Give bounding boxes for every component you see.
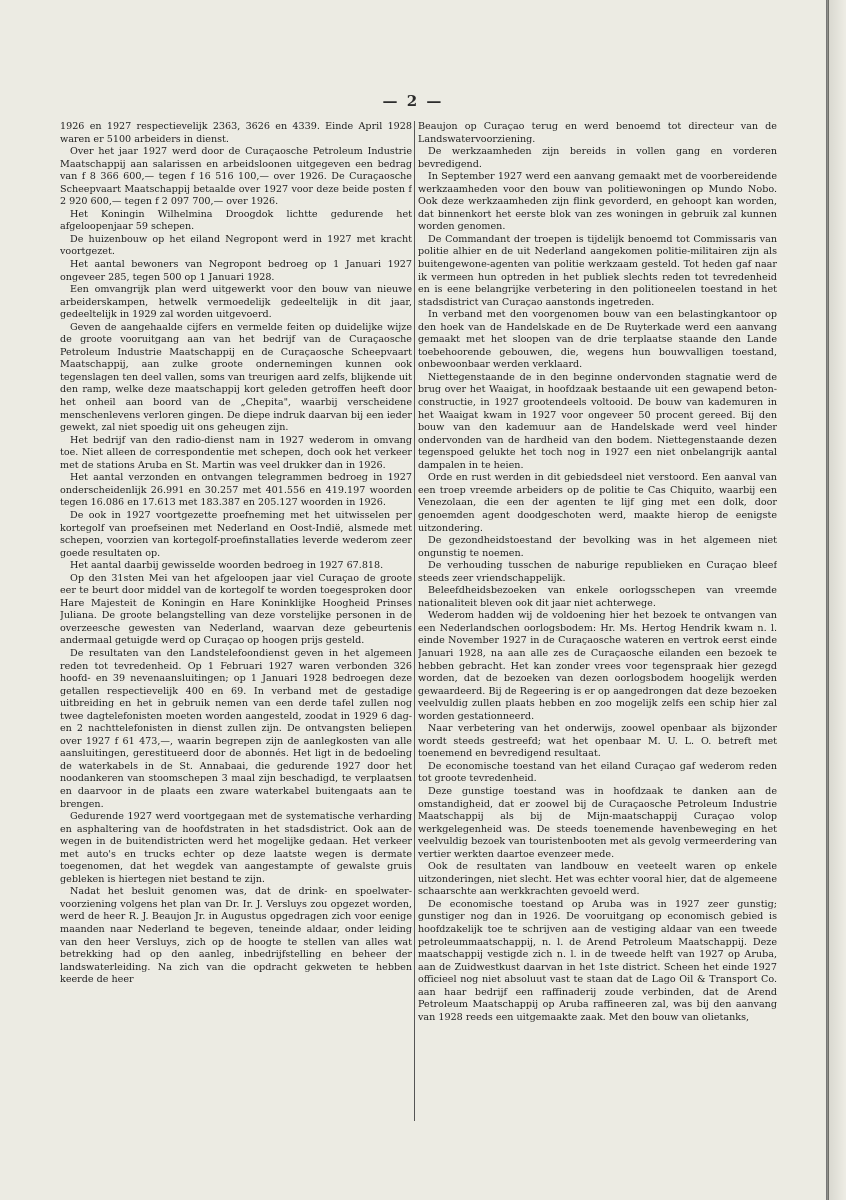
right-column: [418, 121, 777, 1126]
paragraph: De werkzaamheden zijn bereids in vollen gang en vorderen bevredigend.: [418, 146, 777, 170]
paragraph: De Commandant der troepen is tijdelijk benoemd tot Commissaris van politie alhier en de uit Nederland aangekomen politie-militairen zijn als buitengewone-agenten van politie werkzaam gesteld. Tot heden gaf naar ik vermeen hun optreden in het publiek slechts reden tot tevredenheid en is eene belangrijke verbetering in den politioneelen toestand in het stadsdistrict van Curaçao aanstonds ingetreden.: [418, 233, 777, 308]
paragraph: Naar verbetering van het onderwijs, zoowel openbaar als bijzonder wordt steeds gestreefd; wat het openbaar M. U. L. O. betreft met toenemend en bevredigend resultaat.: [418, 723, 777, 760]
paragraph: Ook de resultaten van landbouw en veeteelt waren op enkele uitzonderingen, niet slecht. Het was echter vooral hier, dat de algemeene schaarschte aan werkkrachten gevoeld werd.: [418, 861, 777, 898]
paragraph: Orde en rust werden in dit gebiedsdeel niet verstoord. Een aanval van een troep vreemde arbeiders op de politie te Cas Chiquito, waarbij een Venezolaan, die een der agenten te lijf ging met een dolk, door genoemden agent doodgeschoten werd, maakte hierop de eenigste uitzondering.: [418, 472, 777, 534]
paragraph: Het aantal verzonden en ontvangen telegrammen bedroeg in 1927 onderscheidenlijk 26.991 en 30.257 met 401.556 en 419.197 woorden tegen 16.086 en 17.613 met 183.387 en 205.127 woorden in 1926.: [60, 472, 412, 509]
paragraph: Over het jaar 1927 werd door de Curaçaosche Petroleum Industrie Maatschappij aan salarissen en arbeidsloonen uitgegeven een bedrag van f 8 366 600,— tegen f 16 516 100,— over 1926. De Curaçaosche Scheepvaart Maatschappij betaalde over 1927 voor deze beide posten f 2 920 600,— tegen f 2 097 700,— over 1926.: [60, 146, 412, 208]
page-number: — 2 —: [382, 92, 444, 110]
paragraph: De ook in 1927 voortgezette proefneming met het uitwisselen per kortegolf van proefseinen met Nederland en Oost-Indië, alsmede met schepen, voorzien van kortegolf-proefinstallaties leverde wederom zeer goede resultaten op.: [60, 509, 412, 559]
paragraph: Deze gunstige toestand was in hoofdzaak te danken aan de omstandigheid, dat er zoowel bij de Curaçaosche Petroleum Industrie Maatschappij als bij de Mijn-maatschappij Curaçao volop werkgelegenheid was. De steeds toenemende havenbeweging en het veelvuldig bezoek van touristenbooten met als gevolg vermeerdering van vertier werkten daartoe evenzeer mede.: [418, 785, 777, 860]
paragraph: 1926 en 1927 respectievelijk 2363, 3626 en 4339. Einde April 1928 waren er 5100 arbeiders in dienst.: [60, 121, 412, 145]
paragraph: Het aantal daarbij gewisselde woorden bedroeg in 1927 67.818.: [70, 560, 384, 572]
paragraph: Het bedrijf van den radio-dienst nam in 1927 wederom in omvang toe. Niet alleen de correspondentie met schepen, doch ook het verkeer met de stations Aruba en St. Martin was veel drukker dan in 1926.: [60, 434, 412, 471]
paragraph: De verhouding tusschen de naburige republieken en Curaçao bleef steeds zeer vriendschappelijk.: [418, 560, 777, 584]
paragraph: In September 1927 werd een aanvang gemaakt met de voorbereidende werkzaamheden voor den bouw van politiewoningen op Mundo Nobo. Ook deze werkzaamheden zijn flink gevorderd, en gehoopt kan worden, dat binnenkort het eerste blok van zes woningen in gebruik zal kunnen worden genomen.: [418, 171, 777, 233]
paragraph: De resultaten van den Landstelefoondienst geven in het algemeen reden tot tevredenheid. Op 1 Februari 1927 waren verbonden 326 hoofd- en 39 nevenaansluitingen; op 1 Januari 1928 bedroegen deze getallen respectievelijk 400 en 69. In verband met de gestadige uitbreiding en het in gebruik nemen van een derde tafel zullen nog twee dagtelefonisten moeten worden aangesteld, zoodat in 1929 6 dag- en 2 nachttelefonisten in dienst zullen zijn. De ontvangsten beliepen over 1927 f 61 473,—, waarin begrepen zijn de aanlegkosten van alle aansluitingen, gerestitueerd door de abonnés. Het ligt in de bedoeling de waterkabels in de St. Annabaai, die gedurende 1927 door het noodankeren van stoomschepen 3 maal zijn beschadigd, te verplaatsen en daarvoor in de plaats een zware waterkabel buitengaats aan te brengen.: [60, 647, 412, 810]
adjacent-page-edge: [828, 0, 846, 1200]
paragraph: De huizenbouw op het eiland Negropont werd in 1927 met kracht voortgezet.: [60, 233, 412, 258]
paragraph: Het aantal bewoners van Negropont bedroeg op 1 Januari 1927 ongeveer 285, tegen 500 op 1 Januari 1928.: [60, 259, 412, 283]
paragraph: Een omvangrijk plan werd uitgewerkt voor den bouw van nieuwe arbeiderskampen, hetwelk vermoedelijk gedeeltelijk in dit jaar, gedeeltelijk in 1929 zal worden uitgevoerd.: [60, 284, 412, 321]
paragraph: De gezondheidstoestand der bevolking was in het algemeen niet ongunstig te noemen.: [418, 535, 777, 559]
paragraph: Beleefdheidsbezoeken van enkele oorlogsschepen van vreemde nationaliteit bleven ook dit jaar niet achterwege.: [418, 585, 777, 609]
paragraph: Nadat het besluit genomen was, dat de drink- en spoelwater-voorziening volgens het plan van Dr. Ir. J. Versluys zou opgezet worden, werd de heer R. J. Beaujon Jr. in Augustus opgedragen zich voor eenige maanden naar Nederland te begeven, teneinde aldaar, onder leiding van den heer Versluys, zich op de hoogte te stellen van alles wat betrekking had op den aanleg, inbedrijfstelling en beheer der landswaterleiding. Na zich van die opdracht gekweten te hebben keerde de heer: [60, 886, 412, 986]
paragraph: Beaujon op Curaçao terug en werd benoemd tot directeur van de Landswatervoorziening.: [418, 121, 777, 145]
paragraph: Niettegenstaande de in den beginne ondervonden stagnatie werd de brug over het Waaigat, in hoofdzaak bestaande uit een gewapend beton-constructie, in 1927 grootendeels voltooid. De bouw van kademuren in het Waaigat kwam in 1927 voor ongeveer 50 procent gereed. Bij den bouw van den kademuur aan de Handelskade werd veel hinder ondervonden van de hardheid van den bodem. Niettegenstaande dezen tegenspoed gelukte het toch nog in 1927 een niet onbelangrijk aantal dampalen in te heien.: [418, 371, 777, 471]
paragraph: Gedurende 1927 werd voortgegaan met de systematische verharding en asphaltering van de hoofdstraten in het stadsdistrict. Ook aan de wegen in de buitendistricten werd het mogelijke gedaan. Het verkeer met auto's en trucks echter op deze laatste wegen is dermate toegenomen, dat het wegdek van aangestampte of gewalste gruis gebleken is hiertegen niet bestand te zijn.: [60, 811, 412, 885]
left-column: [60, 121, 412, 1126]
paragraph: Op den 31sten Mei van het afgeloopen jaar viel Curaçao de groote eer te beurt door middel van de kortegolf te worden toegesproken door Hare Majesteit de Koningin en Hare Koninklijke Hoogheid Prinses Juliana. De groote belangstelling van deze vorstelijke personen in de overzeesche gewesten van Nederland, waarvan deze gebeurtenis andermaal getuigde werd op Curaçao op hoogen prijs gesteld.: [60, 572, 412, 647]
paragraph: Geven de aangehaalde cijfers en vermelde feiten op duidelijke wijze de groote vooruitgang aan van het bedrijf van de Curaçaosche Petroleum Industrie Maatschappij en de Curaçaosche Scheepvaart Maatschappij, aan zulke groote ondernemingen kunnen ook tegenslagen ten deel vallen, soms van treurigen aard zelfs, blijkende uit den ramp, welke deze maatschappij kort geleden getroffen heeft door het onheil aan boord van de „Chepita", waarbij verscheidene menschenlevens verloren gingen. De diepe indruk daarvan bij een ieder gewekt, zal niet spoedig uit ons geheugen zijn.: [60, 321, 412, 434]
paragraph: Wederom hadden wij de voldoening hier het bezoek te ontvangen van een Nederlandschen oorlogsbodem: Hr. Ms. Hertog Hendrik kwam n. l. einde November 1927 in de Curaçaosche wateren en vertrok eerst einde Januari 1928, na aan alle zes de Curaçaosche eilanden een bezoek te hebben gebracht. Het kan zonder vrees voor tegenspraak hier gezegd worden, dat de bezoeken van dezen oorlogsbodem hoogelijk werden gewaardeerd. Bij de Regeering is er op aangedrongen dat deze bezoeken veelvuldig zullen plaats hebben en zoo mogelijk zelfs een schip hier zal worden gestationneerd.: [418, 610, 777, 722]
paragraph: Het Koningin Wilhelmina Droogdok lichtte gedurende het afgeloopenjaar 59 schepen.: [60, 208, 412, 233]
paragraph: In verband met den voorgenomen bouw van een belastingkantoor op den hoek van de Handelskade en de De Ruyterkade werd een aanvang gemaakt met het sloopen van de drie terplaatse staande den Lande toebehoorende gebouwen, die, wegens hun bouwvalligen toestand, onbewoonbaar werden verklaard.: [418, 309, 777, 371]
paragraph: De economische toestand van het eiland Curaçao gaf wederom reden tot groote tevredenheid.: [418, 760, 777, 785]
paragraph: De economische toestand op Aruba was in 1927 zeer gunstig; gunstiger nog dan in 1926. De vooruitgang op economisch gebied is hoofdzakelijk toe te schrijven aan de vestiging aldaar van een tweede petroleummaatschappij, n. l. de Arend Petroleum Maatschappij. Deze maatschappij vestigde zich n. l. in de tweede helft van 1927 op Aruba, aan de Zuidwestkust daarvan in het 1ste district. Scheen het einde 1927 officieel nog niet absoluut vast te staan dat de Lago Oil & Transport Co. aan haar bedrijf een raffinaderij zoude verbinden, dat de Arend Petroleum Maatschappij op Aruba raffineeren zal, was bij den aanvang van 1928 reeds een uitgemaakte zaak. Met den bouw van olietanks,: [418, 898, 777, 1023]
column-divider: [414, 121, 415, 1121]
